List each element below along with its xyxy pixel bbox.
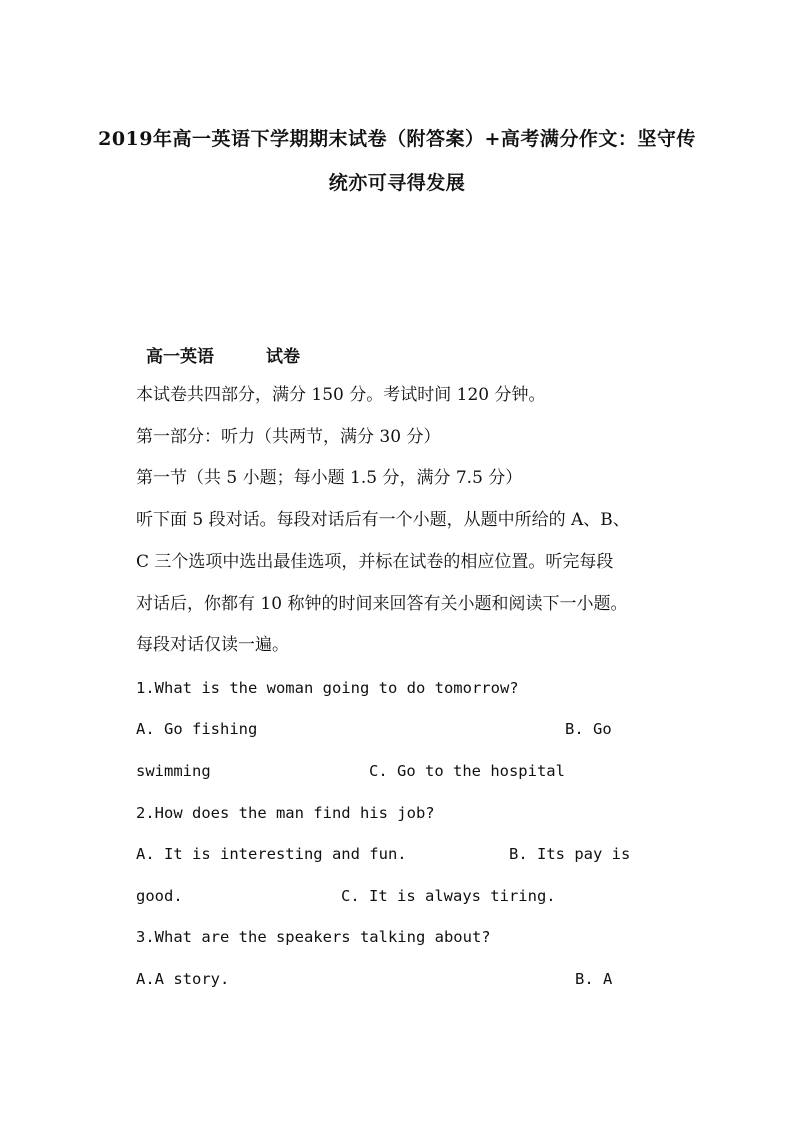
instruction-line-2: C 三个选项中选出最佳选项，并标在试卷的相应位置。听完每段 [136, 552, 614, 572]
question-3-option-b: B. A [575, 970, 613, 988]
exam-heading [146, 342, 300, 367]
question-1-stem: 1.What is the woman going to do tomorrow? [136, 679, 519, 697]
exam-intro: 本试卷共四部分，满分 150 分。考试时间 120 分钟。 [136, 385, 546, 405]
part-one-heading: 第一部分：听力（共两节，满分 30 分） [136, 427, 441, 447]
question-2-option-b: B. Its pay is [509, 845, 631, 863]
section-one-heading: 第一节（共 5 小题；每小题 1.5 分，满分 7.5 分） [136, 468, 523, 488]
question-2-stem: 2.How does the man find his job? [136, 804, 435, 822]
instruction-line-1: 听下面 5 段对话。每段对话后有一个小题，从题中所给的 A、B、 [136, 510, 630, 530]
exam-subject: 高一英语 [146, 347, 214, 367]
question-1-option-b: B. Go [565, 720, 612, 738]
exam-paper-label: 试卷 [266, 347, 300, 367]
question-2-option-b-cont: good. [136, 887, 183, 905]
question-1-option-b-cont: swimming [136, 762, 211, 780]
question-3-stem: 3.What are the speakers talking about? [136, 928, 491, 946]
instruction-line-3: 对话后，你都有 10 称钟的时间来回答有关小题和阅读下一小题。 [136, 594, 628, 614]
instruction-line-4: 每段对话仅读一遍。 [136, 635, 289, 655]
question-1-option-c: C. Go to the hospital [369, 762, 565, 780]
question-2-option-c: C. It is always tiring. [341, 887, 556, 905]
question-3-option-a: A.A story. [136, 970, 230, 988]
question-2-option-a: A. It is interesting and fun. [136, 845, 407, 863]
document-title-line-2: 统亦可寻得发展 [328, 172, 466, 194]
document-title-line-1: 2019年高一英语下学期期末试卷（附答案）+高考满分作文：坚守传 [98, 128, 696, 150]
question-1-option-a: A. Go fishing [136, 720, 258, 738]
